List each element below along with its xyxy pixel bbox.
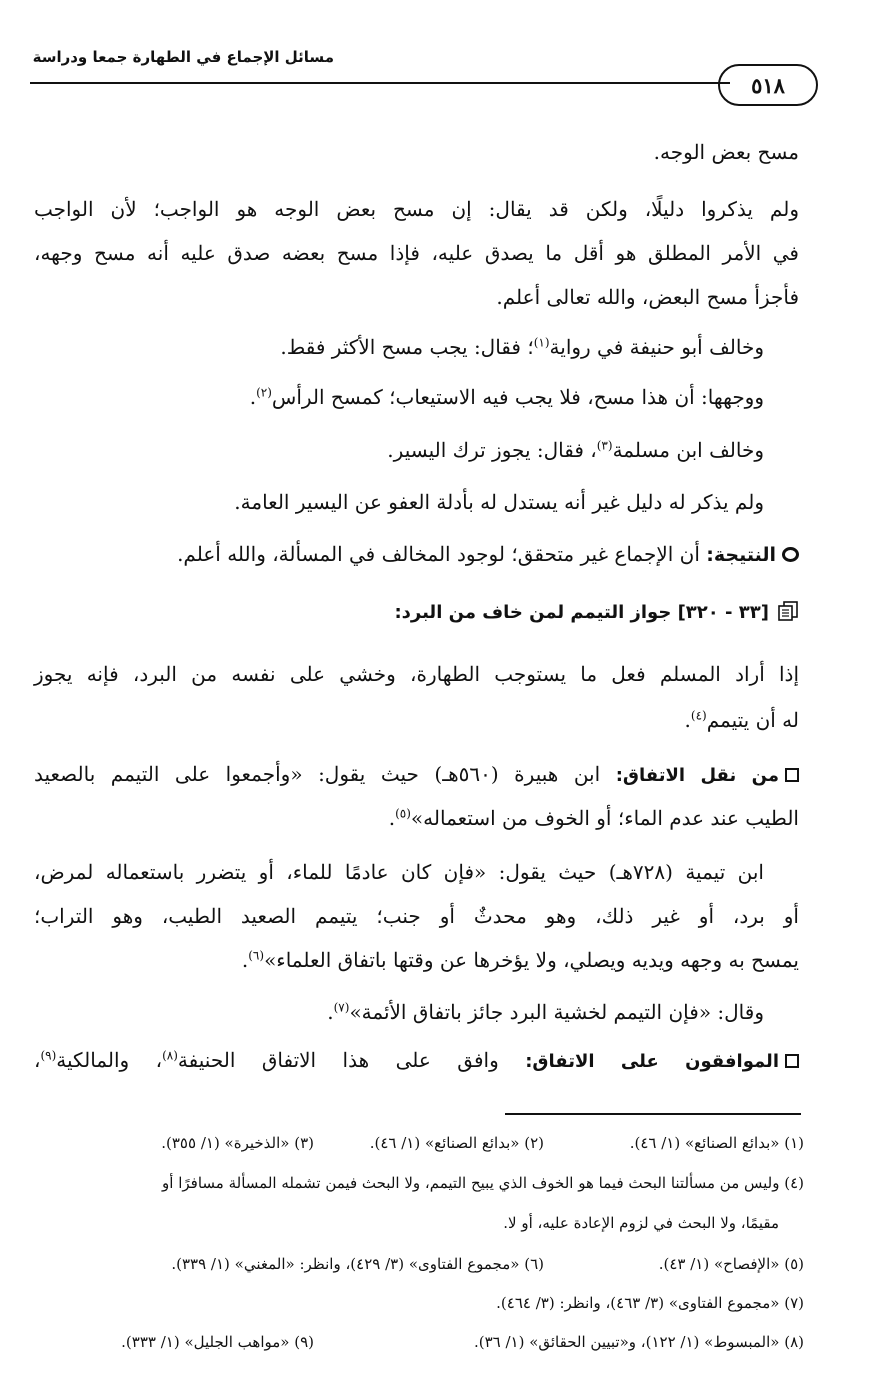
footnote-ref[interactable]: (٧)	[333, 1000, 350, 1015]
square-bullet-icon	[785, 768, 799, 782]
body-line: ولم يذكر له دليل غير أنه يستدل له بأدلة العفو عن اليسير العامة.	[234, 490, 764, 514]
footnote: (٧) «مجموع الفتاوى» (٣/ ٤٦٣)، وانظر: (٣/ ٤٦٤).	[496, 1294, 804, 1312]
body-line: له أن يتيمم$^{(٤)}$.	[684, 708, 799, 732]
body-line: وخالف ابن مسلمة$^{(٣)}$، فقال: يجوز ترك اليسير.	[387, 438, 764, 462]
body-line: الطيب عند عدم الماء؛ أو الخوف من استعماله»$^{(٥)}$.	[388, 806, 799, 830]
body-line: في الأمر المطلق هو أقل ما يصدق عليه، فإذا مسح بعضه صدق عليه أنه مسح وجهه،	[34, 241, 799, 265]
footnote: (٨) «المبسوط» (١/ ١٢٢)، و«تبيين الحقائق» (١/ ٣٦).	[473, 1333, 804, 1351]
result-line: النتيجة: أن الإجماع غير متحقق؛ لوجود المخالف في المسألة، والله أعلم.	[177, 542, 799, 566]
square-bullet-icon	[785, 1054, 799, 1068]
footnote-rule	[505, 1113, 801, 1115]
footnote-ref[interactable]: (٩)	[40, 1048, 57, 1063]
body-line: مسح بعض الوجه.	[653, 140, 799, 164]
page-number: ٥١٨	[718, 64, 818, 106]
body-line: يمسح به وجهه ويديه ويصلي، ولا يؤخرها عن وقتها باتفاق العلماء»$^{(٦)}$.	[241, 948, 799, 972]
body-line: وخالف أبو حنيفة في رواية$^{(١)}$؛ فقال: يجب مسح الأكثر فقط.	[280, 335, 764, 359]
section-heading: [٣٣ - ٣٢٠] جواز التيمم لمن خاف من البرد:	[394, 600, 799, 623]
footnote: (٥) «الإفصاح» (١/ ٤٣).	[658, 1255, 804, 1273]
footnote: مقيمًا، ولا البحث في لزوم الإعادة عليه، أو لا.	[503, 1214, 779, 1232]
footnote-ref[interactable]: (١)	[533, 335, 550, 350]
header-rule	[30, 82, 730, 84]
running-title: مسائل الإجماع في الطهارة جمعا ودراسة	[32, 48, 334, 66]
result-label: النتيجة:	[706, 544, 776, 566]
footnote-ref[interactable]: (٦)	[248, 948, 265, 963]
agreeing-label: الموافقون على الاتفاق:	[525, 1051, 779, 1072]
consensus-label: من نقل الاتفاق:	[615, 765, 779, 786]
footnote: (٤) وليس من مسألتنا البحث فيما هو الخوف الذي يبيح التيمم، ولا البحث فيمن تشمله المسألة مسافرًا أو	[162, 1174, 804, 1192]
footnote-ref[interactable]: (٨)	[162, 1048, 178, 1063]
body-line: فأجزأ مسح البعض، والله تعالى أعلم.	[496, 285, 799, 309]
footnote-ref[interactable]: (٣)	[596, 438, 613, 453]
footnote: (١) «بدائع الصنائع» (١/ ٤٦).	[629, 1134, 804, 1152]
body-line: وقال: «فإن التيمم لخشية البرد جائز باتفاق الأئمة»$^{(٧)}$.	[327, 1000, 764, 1024]
footnote-ref[interactable]: (٤)	[690, 708, 707, 723]
body-line: أو برد، أو غير ذلك، وهو محدثٌ أو جنب؛ يتيمم الصعيد الطيب، وهو التراب؛	[34, 904, 799, 928]
footnote: (٢) «بدائع الصنائع» (١/ ٤٦).	[369, 1134, 544, 1152]
copy-icon	[777, 600, 799, 622]
body-line: ولم يذكروا دليلًا، ولكن قد يقال: إن مسح بعض الوجه هو الواجب؛ لأن الواجب	[34, 197, 799, 221]
body-line: الموافقون على الاتفاق: وافق على هذا الاتفاق الحنيفة$^{(٨)}$، والمالكية$^{(٩)}$،	[34, 1048, 799, 1072]
circle-bullet-icon	[782, 547, 799, 562]
body-line: من نقل الاتفاق: ابن هبيرة (٥٦٠هـ) حيث يقول: «وأجمعوا على التيمم بالصعيد	[34, 762, 799, 786]
body-line: ووجهها: أن هذا مسح، فلا يجب فيه الاستيعاب؛ كمسح الرأس$^{(٢)}$.	[249, 385, 764, 409]
body-line: ابن تيمية (٧٢٨هـ) حيث يقول: «فإن كان عادمًا للماء، أو يتضرر باستعماله لمرض،	[34, 860, 764, 884]
footnote: (٦) «مجموع الفتاوى» (٣/ ٤٢٩)، وانظر: «المغني» (١/ ٣٣٩).	[171, 1255, 544, 1273]
footnote: (٣) «الذخيرة» (١/ ٣٥٥).	[161, 1134, 314, 1152]
body-line: إذا أراد المسلم فعل ما يستوجب الطهارة، وخشي على نفسه من البرد، فإنه يجوز	[34, 662, 799, 686]
footnote: (٩) «مواهب الجليل» (١/ ٣٣٣).	[121, 1333, 314, 1351]
footnote-ref[interactable]: (٥)	[395, 806, 411, 821]
footnote-ref[interactable]: (٢)	[256, 385, 272, 400]
